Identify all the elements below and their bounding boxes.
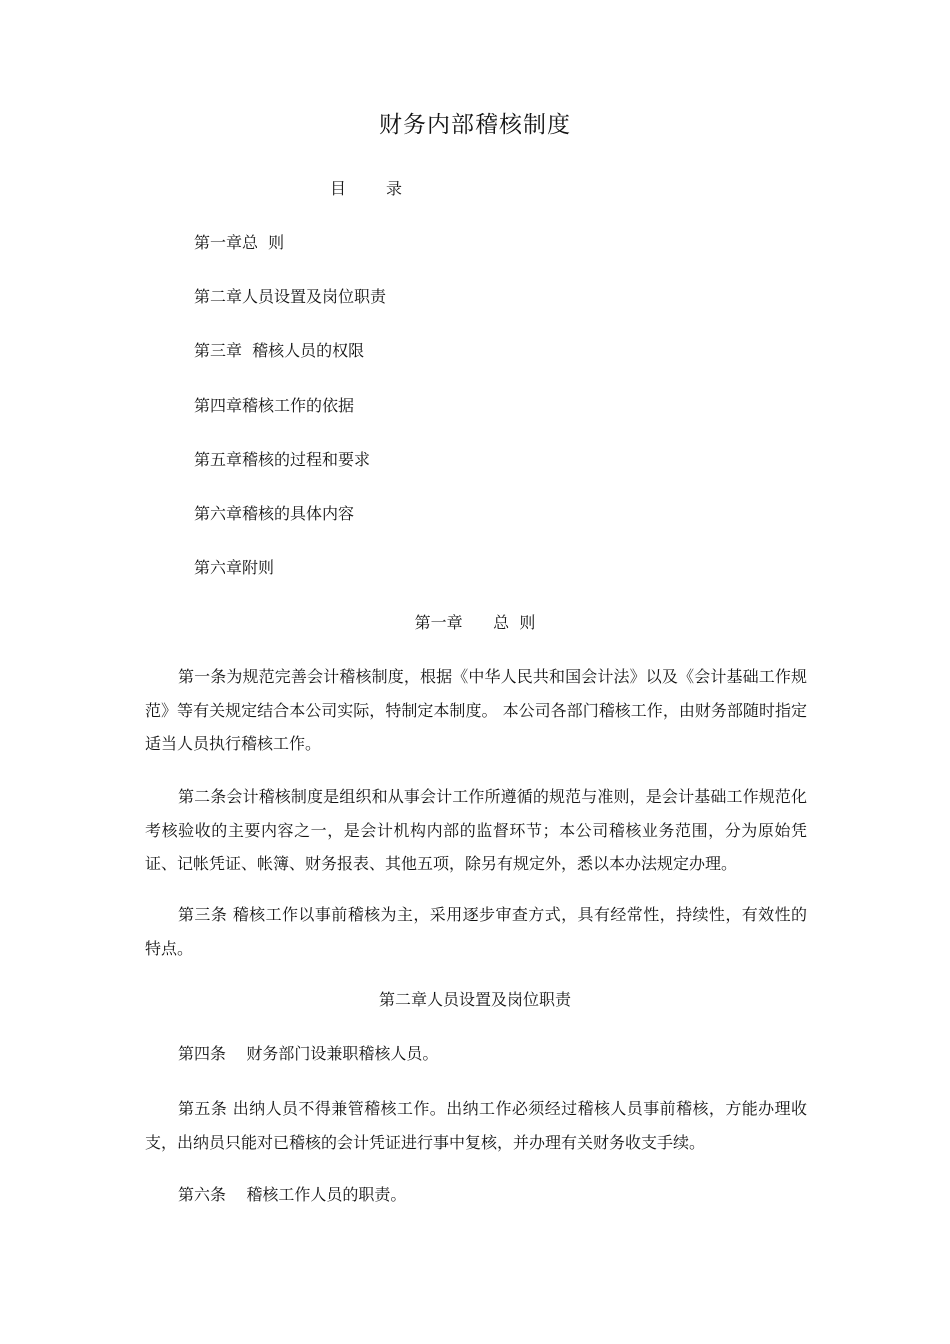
toc-item-chapter-3: 第三章 稽核人员的权限 — [194, 341, 365, 360]
toc-heading-char-1: 目 — [330, 179, 347, 198]
article-6: 第六条 稽核工作人员的职责。 — [178, 1185, 407, 1204]
article-1: 第一条为规范完善会计稽核制度，根据《中华人民共和国会计法》以及《会计基础工作规范》等有关规定结合本公司实际，特制定本制度。 本公司各部门稽核工作，由财务部随时指定适当人员执行稽核工作。 — [145, 667, 807, 753]
toc-heading — [330, 178, 402, 200]
article-5: 第五条 出纳人员不得兼管稽核工作。出纳工作必须经过稽核人员事前稽核，方能办理收支，出纳员只能对已稽核的会计凭证进行事中复核，并办理有关财务收支手续。 — [145, 1099, 807, 1152]
article-4: 第四条 财务部门设兼职稽核人员。 — [178, 1044, 439, 1063]
toc-item-chapter-5: 第五章稽核的过程和要求 — [194, 450, 371, 469]
toc-item-chapter-1: 第一章总 则 — [194, 233, 285, 252]
chapter-2-heading: 第二章人员设置及岗位职责 — [378, 990, 571, 1009]
chapter-1-heading: 第一章 总 则 — [414, 613, 536, 632]
toc-item-appendix: 第六章附则 — [194, 558, 275, 577]
toc-item-chapter-4: 第四章稽核工作的依据 — [194, 396, 355, 415]
document-title: 财务内部稽核制度 — [379, 112, 571, 138]
article-3: 第三条 稽核工作以事前稽核为主，采用逐步审查方式，具有经常性，持续性，有效性的特点。 — [145, 905, 807, 958]
toc-item-chapter-2: 第二章人员设置及岗位职责 — [194, 287, 387, 306]
toc-item-chapter-6: 第六章稽核的具体内容 — [194, 504, 355, 523]
toc-heading-char-2: 录 — [386, 179, 403, 198]
article-2: 第二条会计稽核制度是组织和从事会计工作所遵循的规范与准则，是会计基础工作规范化考核验收的主要内容之一，是会计机构内部的监督环节；本公司稽核业务范围，分为原始凭证、记帐凭证、帐簿、财务报表、其他五项，除另有规定外，悉以本办法规定办理。 — [145, 787, 807, 873]
